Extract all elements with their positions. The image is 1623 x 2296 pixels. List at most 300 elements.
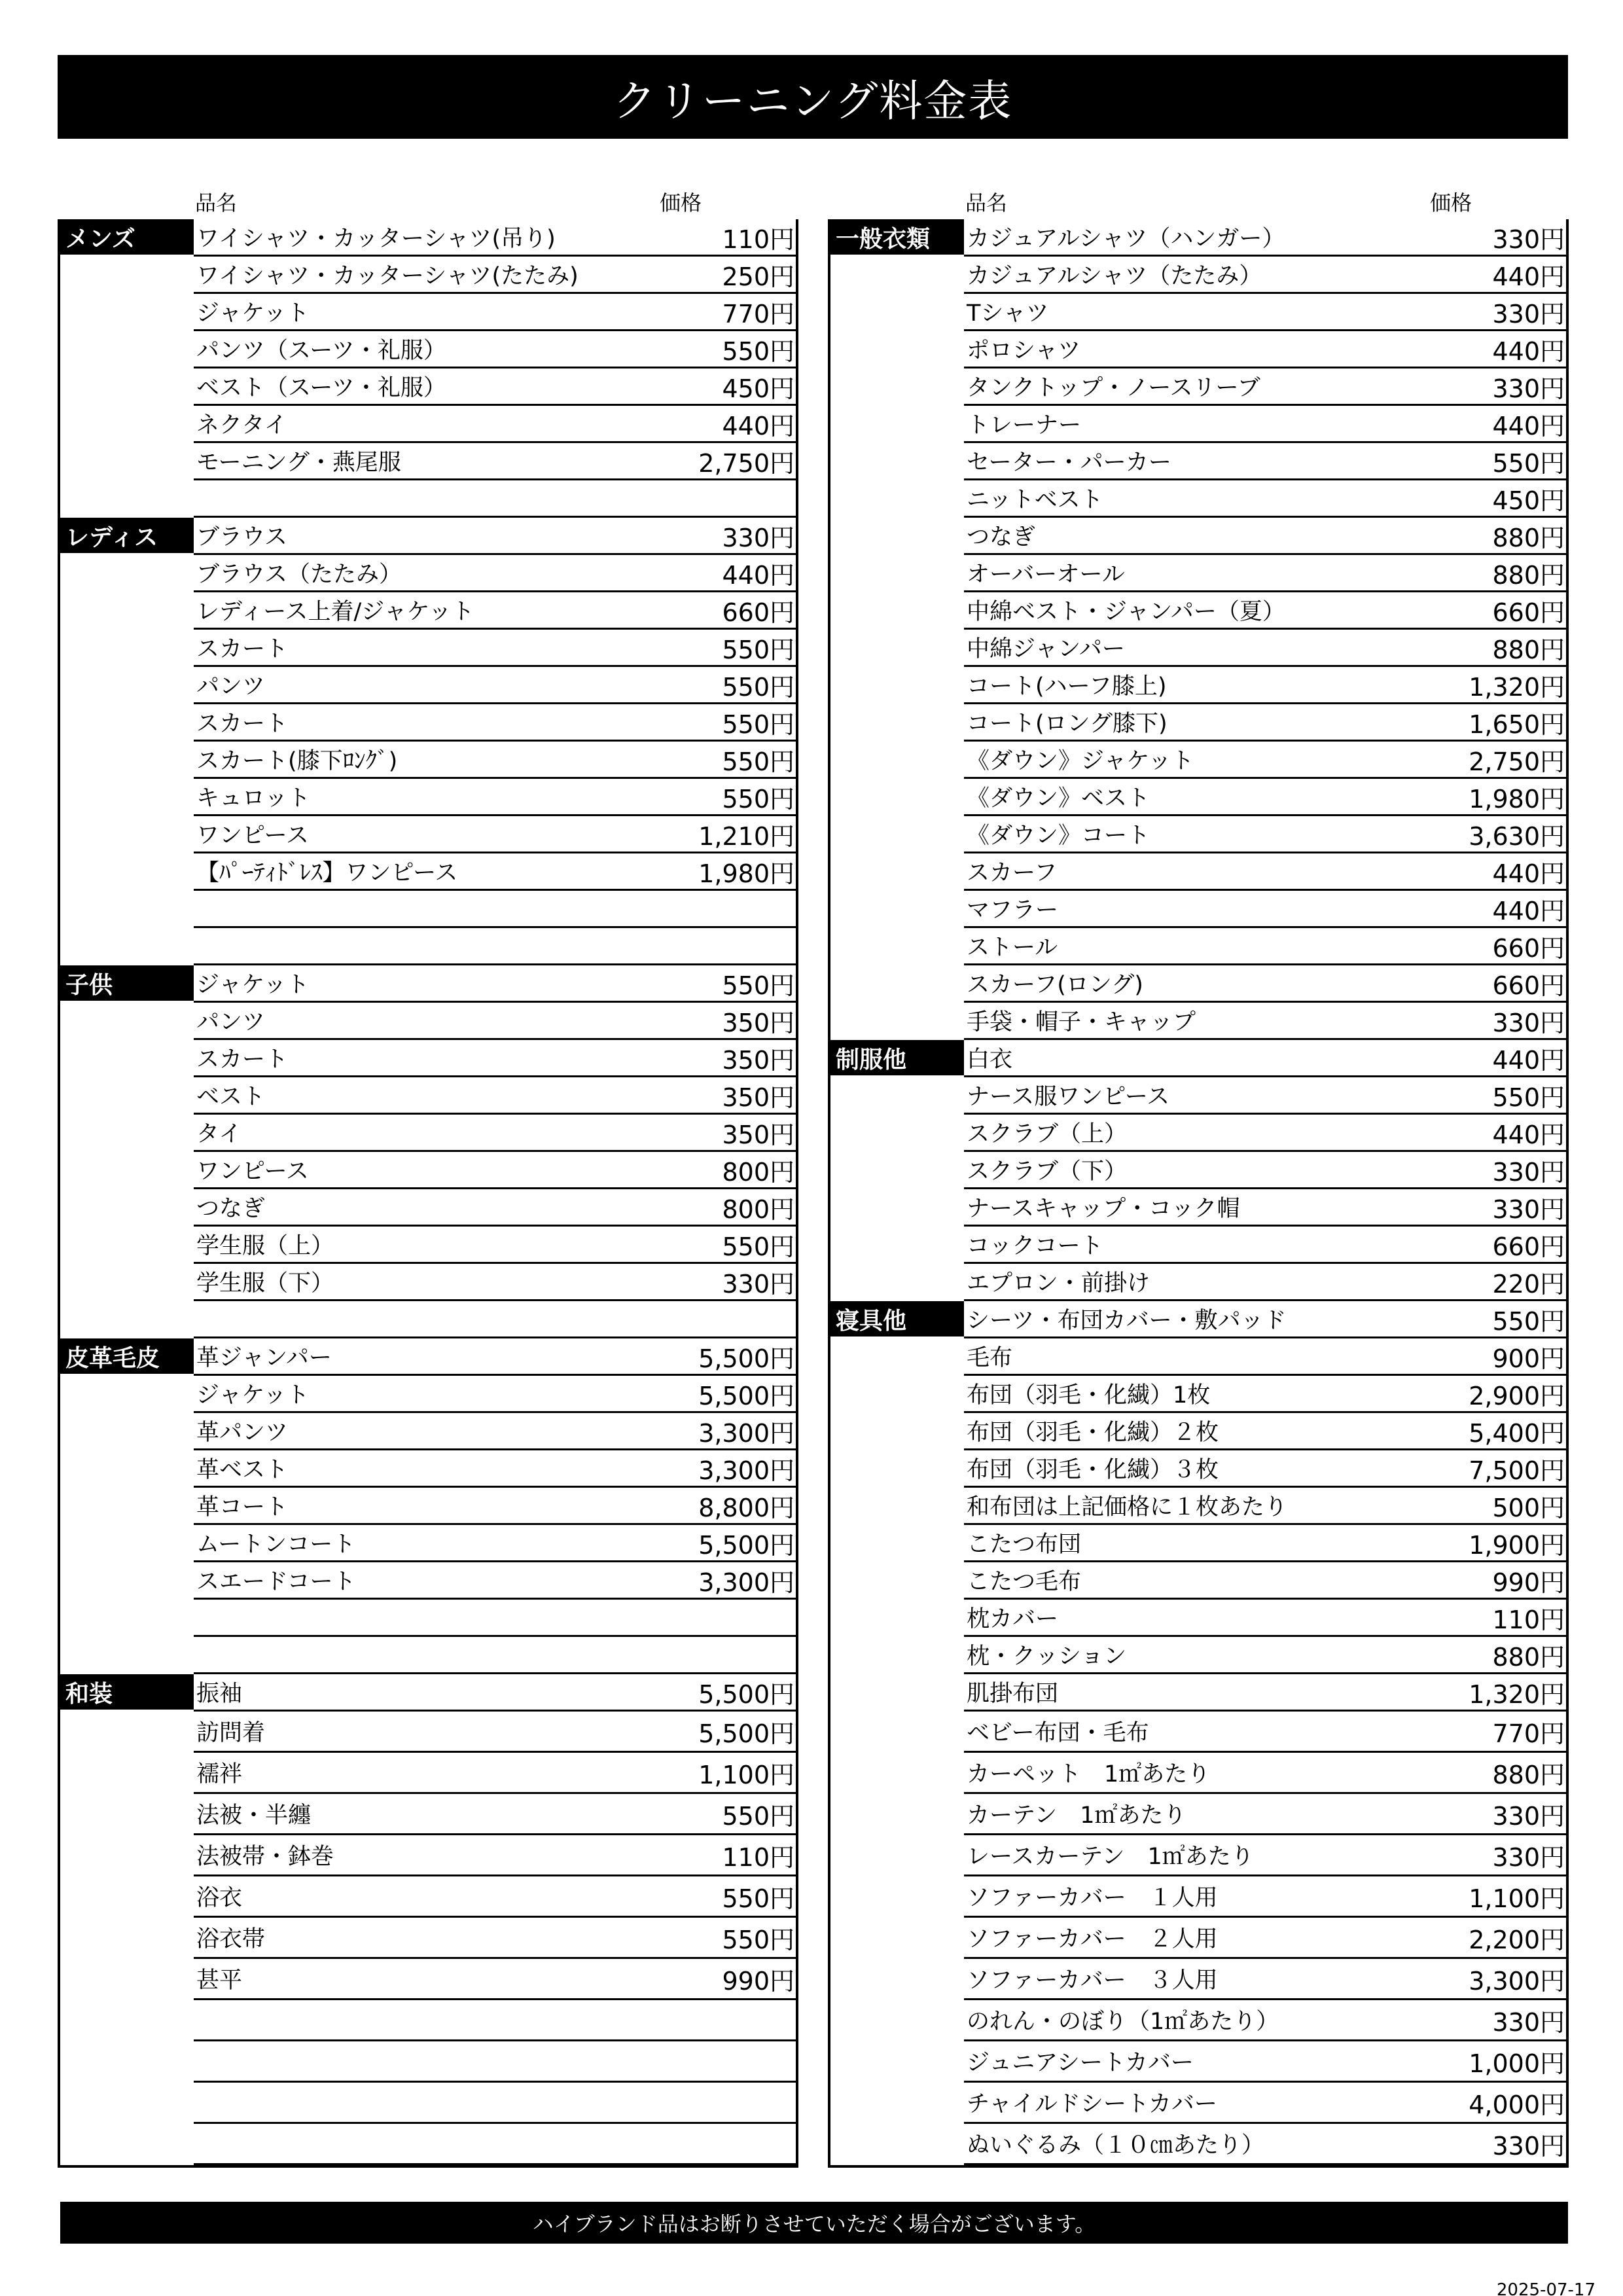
list-item — [964, 257, 1569, 294]
list-item — [964, 667, 1569, 704]
list-item — [194, 1338, 798, 1376]
list-item — [964, 1794, 1569, 1835]
category-label: レディス — [60, 518, 194, 553]
price-header: 価格 — [660, 190, 702, 215]
item-price: 880円 — [1492, 523, 1565, 552]
item-name: カーテン 1㎡あたり — [967, 1803, 1186, 1829]
item-name: のれん・のぼり（1㎡あたり） — [967, 2009, 1279, 2035]
table-row — [60, 219, 798, 257]
right-price-table — [828, 219, 1569, 2168]
item-name: スエードコート — [196, 1569, 356, 1595]
table-row — [830, 1152, 1569, 1189]
list-item — [194, 1152, 798, 1189]
item-price: 900円 — [1492, 1344, 1565, 1373]
item-name: 布団（羽毛・化繊）３枚 — [967, 1457, 1219, 1483]
category-label: メンズ — [60, 219, 194, 255]
item-price: 990円 — [722, 1966, 794, 1996]
list-item — [964, 704, 1569, 742]
list-item — [964, 2083, 1569, 2124]
table-row — [60, 1450, 798, 1488]
table-row — [830, 1003, 1569, 1040]
list-item — [194, 1959, 798, 2000]
table-row — [60, 1413, 798, 1450]
item-price: 330円 — [1492, 299, 1565, 329]
table-row — [60, 1152, 798, 1189]
item-price: 250円 — [722, 262, 794, 291]
list-item — [194, 1376, 798, 1413]
list-item — [194, 1674, 798, 1712]
item-name: ベスト — [196, 1084, 266, 1110]
item-name: コート(ロング膝下) — [967, 711, 1168, 737]
item-name: コート(ハーフ膝上) — [967, 673, 1167, 700]
item-price: 440円 — [1492, 411, 1565, 440]
item-name: ムートンコート — [196, 1532, 356, 1558]
item-name: スクラブ（下） — [967, 1158, 1128, 1185]
table-row — [830, 1488, 1569, 1525]
table-row — [830, 331, 1569, 368]
table-row — [60, 1040, 798, 1077]
table-row — [830, 257, 1569, 294]
item-name: カジュアルシャツ（ハンガー） — [967, 226, 1285, 252]
table-row — [830, 2000, 1569, 2041]
item-name: つなぎ — [967, 524, 1036, 550]
item-price: 1,650円 — [1469, 709, 1565, 739]
list-item — [194, 965, 798, 1003]
item-name: スカーフ(ロング) — [967, 972, 1143, 998]
list-item — [964, 1488, 1569, 1525]
list-item — [194, 1835, 798, 1876]
item-price: 220円 — [1492, 1269, 1565, 1299]
table-row — [60, 853, 798, 891]
table-row — [830, 1301, 1569, 1338]
item-name: ワンピース — [196, 1158, 309, 1185]
table-row — [60, 1376, 798, 1413]
table-row — [830, 1115, 1569, 1152]
item-price: 2,200円 — [1469, 1925, 1565, 1954]
item-name: 中綿ジャンパー — [967, 636, 1125, 662]
item-price: 880円 — [1492, 560, 1565, 590]
table-row — [60, 257, 798, 294]
item-name: ソファーカバー ３人用 — [967, 1967, 1218, 1994]
table-row — [60, 667, 798, 704]
item-name: ニットベスト — [967, 487, 1103, 513]
item-name: スカート — [196, 711, 289, 737]
list-item — [964, 1525, 1569, 1562]
table-row — [60, 518, 798, 555]
list-item — [964, 331, 1569, 368]
table-row — [830, 1450, 1569, 1488]
item-name: 浴衣帯 — [196, 1926, 266, 1952]
item-name: 法被帯・鉢巻 — [196, 1844, 334, 1870]
table-row — [830, 1376, 1569, 1413]
table-row — [830, 1227, 1569, 1264]
list-item — [964, 1227, 1569, 1264]
table-row — [830, 406, 1569, 443]
list-item — [194, 331, 798, 368]
list-item — [194, 1077, 798, 1115]
item-name: 振袖 — [196, 1681, 243, 1707]
table-row — [60, 1794, 798, 1835]
item-price: 1,210円 — [698, 821, 794, 851]
table-row — [830, 1525, 1569, 1562]
item-price: 550円 — [722, 336, 794, 366]
list-item — [194, 928, 798, 965]
item-name: ぬいぐるみ（１０㎝あたり） — [967, 2132, 1265, 2159]
table-row — [60, 1959, 798, 2000]
list-item — [194, 853, 798, 891]
item-name: シーツ・布団カバー・敷パッド — [967, 1308, 1287, 1334]
item-name: スクラブ（上） — [967, 1121, 1128, 1147]
table-row — [830, 1876, 1569, 1918]
table-row — [830, 1712, 1569, 1753]
item-name: 訪問着 — [196, 1720, 266, 1746]
item-name: 《ダウン》ベスト — [967, 785, 1150, 812]
item-price: 880円 — [1492, 1760, 1565, 1789]
list-item — [194, 891, 798, 928]
item-name: 手袋・帽子・キャップ — [967, 1009, 1196, 1035]
left-column-header — [58, 187, 798, 219]
table-row — [60, 891, 798, 928]
item-price: 110円 — [722, 224, 794, 254]
item-name: パンツ（スーツ・礼服） — [196, 338, 446, 364]
list-item — [964, 1959, 1569, 2000]
item-name: 布団（羽毛・化繊）1枚 — [967, 1382, 1211, 1408]
table-row — [60, 2124, 798, 2165]
list-item — [194, 630, 798, 667]
item-name: 毛布 — [967, 1345, 1013, 1371]
item-name: レースカーテン 1㎡あたり — [967, 1844, 1254, 1870]
list-item — [964, 1189, 1569, 1227]
list-item — [964, 742, 1569, 779]
table-row — [60, 331, 798, 368]
item-price: 330円 — [1492, 224, 1565, 254]
item-name: パンツ — [196, 1009, 266, 1035]
item-name: ナースキャップ・コック帽 — [967, 1196, 1240, 1222]
list-item — [194, 257, 798, 294]
list-item — [964, 1637, 1569, 1674]
item-name: エプロン・前掛け — [967, 1270, 1150, 1297]
list-item — [194, 1189, 798, 1227]
item-price: 550円 — [1492, 1306, 1565, 1336]
page-title: クリーニング料金表 — [58, 55, 1568, 139]
item-price: 550円 — [722, 784, 794, 814]
item-price: 550円 — [722, 672, 794, 702]
table-row — [830, 1753, 1569, 1794]
item-price: 440円 — [722, 560, 794, 590]
table-row — [830, 1338, 1569, 1376]
list-item — [194, 816, 798, 853]
item-name: ネクタイ — [196, 412, 287, 439]
table-row — [830, 742, 1569, 779]
table-row — [60, 406, 798, 443]
item-price: 330円 — [1492, 1842, 1565, 1872]
item-name: ジャケット — [196, 1382, 310, 1408]
item-price: 660円 — [1492, 933, 1565, 963]
list-item — [964, 2000, 1569, 2041]
item-price: 7,500円 — [1469, 1456, 1565, 1485]
list-item — [194, 704, 798, 742]
item-price: 330円 — [1492, 2007, 1565, 2037]
list-item — [964, 1450, 1569, 1488]
item-price: 5,500円 — [698, 1719, 794, 1748]
category-label: 一般衣類 — [830, 219, 964, 255]
table-row — [60, 1637, 798, 1674]
table-row — [60, 443, 798, 480]
list-item — [964, 816, 1569, 853]
table-row — [60, 1525, 798, 1562]
table-row — [60, 1264, 798, 1301]
list-item — [194, 480, 798, 518]
item-price: 8,800円 — [698, 1493, 794, 1522]
list-item — [194, 1600, 798, 1637]
item-price: 440円 — [1492, 1045, 1565, 1075]
table-row — [60, 480, 798, 518]
table-row — [60, 779, 798, 816]
item-price: 770円 — [722, 299, 794, 329]
table-row — [830, 2124, 1569, 2165]
list-item — [964, 928, 1569, 965]
item-price: 3,630円 — [1469, 821, 1565, 851]
category-label: 子供 — [60, 965, 194, 1001]
item-price: 800円 — [722, 1194, 794, 1224]
list-item — [194, 1637, 798, 1674]
table-row — [60, 2000, 798, 2041]
item-name: ジュニアシートカバー — [967, 2050, 1194, 2076]
list-item — [194, 1488, 798, 1525]
list-item — [964, 2041, 1569, 2083]
item-name: チャイルドシートカバー — [967, 2091, 1217, 2117]
item-name-header: 品名 — [965, 190, 1008, 215]
table-row — [60, 742, 798, 779]
list-item — [964, 219, 1569, 257]
item-price: 4,000円 — [1469, 2090, 1565, 2119]
table-row — [830, 630, 1569, 667]
table-row — [830, 891, 1569, 928]
item-name: ブラウス — [196, 524, 287, 550]
list-item — [964, 1753, 1569, 1794]
table-row — [60, 1562, 798, 1600]
item-price: 330円 — [1492, 1801, 1565, 1831]
item-price: 660円 — [722, 598, 794, 627]
item-name: ブラウス（たたみ） — [196, 562, 402, 588]
item-price: 450円 — [1492, 486, 1565, 515]
item-price: 5,500円 — [698, 1679, 794, 1709]
item-price: 350円 — [722, 1045, 794, 1075]
item-name: セーター・パーカー — [967, 450, 1171, 476]
item-price: 350円 — [722, 1120, 794, 1149]
item-name: 布団（羽毛・化繊）２枚 — [967, 1420, 1219, 1446]
item-name: レディース上着/ジャケット — [196, 599, 474, 625]
list-item — [194, 592, 798, 630]
item-name: ジャケット — [196, 300, 310, 327]
list-item — [964, 965, 1569, 1003]
item-price: 550円 — [722, 747, 794, 776]
item-name: パンツ — [196, 673, 266, 700]
date-stamp: 2025-07-17 — [1496, 2280, 1596, 2296]
list-item — [964, 1918, 1569, 1959]
list-item — [964, 1077, 1569, 1115]
item-name: キュロット — [196, 785, 311, 812]
item-price: 770円 — [1492, 1719, 1565, 1748]
table-row — [60, 2083, 798, 2124]
table-row — [830, 2083, 1569, 2124]
list-item — [194, 742, 798, 779]
list-item — [194, 1115, 798, 1152]
table-row — [60, 965, 798, 1003]
item-price: 5,500円 — [698, 1530, 794, 1560]
table-row — [60, 1338, 798, 1376]
item-price: 110円 — [722, 1842, 794, 1872]
item-price: 440円 — [1492, 1120, 1565, 1149]
item-price: 1,980円 — [1469, 784, 1565, 814]
category-label: 制服他 — [830, 1040, 964, 1075]
table-row — [60, 1712, 798, 1753]
item-price: 5,400円 — [1469, 1418, 1565, 1448]
item-name: こたつ毛布 — [967, 1569, 1082, 1595]
item-price: 330円 — [1492, 1008, 1565, 1037]
list-item — [964, 1600, 1569, 1637]
table-row — [60, 1835, 798, 1876]
item-name: 法被・半纏 — [196, 1803, 312, 1829]
list-item — [194, 1918, 798, 1959]
table-row — [830, 1189, 1569, 1227]
item-name: 【ﾊﾟｰﾃｨﾄﾞﾚｽ】ワンピース — [196, 860, 458, 886]
list-item — [964, 779, 1569, 816]
list-item — [964, 592, 1569, 630]
list-item — [964, 1152, 1569, 1189]
list-item — [964, 1040, 1569, 1077]
table-row — [60, 928, 798, 965]
table-row — [830, 1077, 1569, 1115]
table-row — [830, 1637, 1569, 1674]
list-item — [194, 1753, 798, 1794]
item-price: 1,980円 — [698, 859, 794, 888]
list-item — [194, 2083, 798, 2124]
list-item — [964, 1301, 1569, 1338]
item-name: マフラー — [967, 897, 1059, 924]
item-name: オーバーオール — [967, 562, 1125, 588]
table-row — [830, 667, 1569, 704]
list-item — [194, 1525, 798, 1562]
table-row — [830, 1413, 1569, 1450]
list-item — [194, 406, 798, 443]
list-item — [964, 1338, 1569, 1376]
item-price: 1,100円 — [1469, 1884, 1565, 1913]
item-name: 甚平 — [196, 1967, 243, 1994]
item-price: 550円 — [722, 709, 794, 739]
list-item — [194, 779, 798, 816]
table-row — [60, 1189, 798, 1227]
item-name: 学生服（下） — [196, 1270, 334, 1297]
item-name: ワイシャツ・カッターシャツ(吊り) — [196, 226, 556, 252]
item-name: 中綿ベスト・ジャンパー（夏） — [967, 599, 1285, 625]
item-price: 800円 — [722, 1157, 794, 1187]
list-item — [194, 1040, 798, 1077]
left-price-table — [58, 219, 798, 2168]
item-price: 330円 — [722, 1269, 794, 1299]
item-price: 440円 — [1492, 859, 1565, 888]
table-row — [60, 368, 798, 406]
item-name: ソファーカバー ２人用 — [967, 1926, 1218, 1952]
table-row — [60, 816, 798, 853]
item-price: 330円 — [1492, 374, 1565, 403]
table-row — [60, 555, 798, 592]
item-name: 襦袢 — [196, 1761, 243, 1787]
item-name: ソファーカバー １人用 — [967, 1885, 1218, 1911]
list-item — [964, 480, 1569, 518]
table-row — [830, 1835, 1569, 1876]
item-price: 3,300円 — [1469, 1966, 1565, 1996]
item-name: ポロシャツ — [967, 338, 1081, 364]
item-price: 3,300円 — [698, 1568, 794, 1597]
item-name: ベスト（スーツ・礼服） — [196, 375, 446, 401]
item-name: スカート(膝下ﾛﾝｸﾞ) — [196, 748, 398, 774]
item-name: スカート — [196, 636, 289, 662]
list-item — [194, 1003, 798, 1040]
item-price: 660円 — [1492, 598, 1565, 627]
list-item — [194, 1227, 798, 1264]
item-price: 1,320円 — [1469, 672, 1565, 702]
list-item — [964, 891, 1569, 928]
item-price: 550円 — [722, 1884, 794, 1913]
price-header: 価格 — [1430, 190, 1472, 215]
item-price: 550円 — [1492, 1083, 1565, 1112]
item-name: 枕カバー — [967, 1606, 1059, 1632]
list-item — [194, 667, 798, 704]
table-row — [830, 1264, 1569, 1301]
table-row — [830, 965, 1569, 1003]
item-price: 1,320円 — [1469, 1679, 1565, 1709]
list-item — [964, 1674, 1569, 1712]
item-name: 枕・クッション — [967, 1643, 1127, 1670]
item-name: ベビー布団・毛布 — [967, 1720, 1149, 1746]
list-item — [194, 1301, 798, 1338]
list-item — [964, 1562, 1569, 1600]
list-item — [194, 2124, 798, 2165]
item-price: 660円 — [1492, 1232, 1565, 1261]
item-price: 550円 — [722, 1925, 794, 1954]
table-row — [60, 1753, 798, 1794]
list-item — [964, 443, 1569, 480]
item-price: 440円 — [1492, 262, 1565, 291]
item-price: 440円 — [1492, 896, 1565, 925]
list-item — [194, 2000, 798, 2041]
item-name: 革コート — [196, 1494, 289, 1520]
list-item — [964, 1712, 1569, 1753]
item-price: 110円 — [1492, 1605, 1565, 1634]
table-row — [60, 1003, 798, 1040]
item-price: 330円 — [1492, 1157, 1565, 1187]
item-price: 550円 — [722, 1232, 794, 1261]
table-row — [60, 1077, 798, 1115]
table-row — [830, 1600, 1569, 1637]
list-item — [964, 518, 1569, 555]
list-item — [194, 1413, 798, 1450]
item-price: 550円 — [722, 971, 794, 1000]
item-name: ナース服ワンピース — [967, 1084, 1170, 1110]
list-item — [194, 294, 798, 331]
item-name: つなぎ — [196, 1196, 266, 1222]
table-row — [60, 1876, 798, 1918]
item-name-header: 品名 — [195, 190, 238, 215]
item-price: 1,000円 — [1469, 2049, 1565, 2078]
item-price: 350円 — [722, 1083, 794, 1112]
table-row — [60, 1115, 798, 1152]
item-price: 330円 — [722, 523, 794, 552]
item-name: ワンピース — [196, 823, 309, 849]
table-row — [60, 1918, 798, 1959]
table-row — [830, 1674, 1569, 1712]
